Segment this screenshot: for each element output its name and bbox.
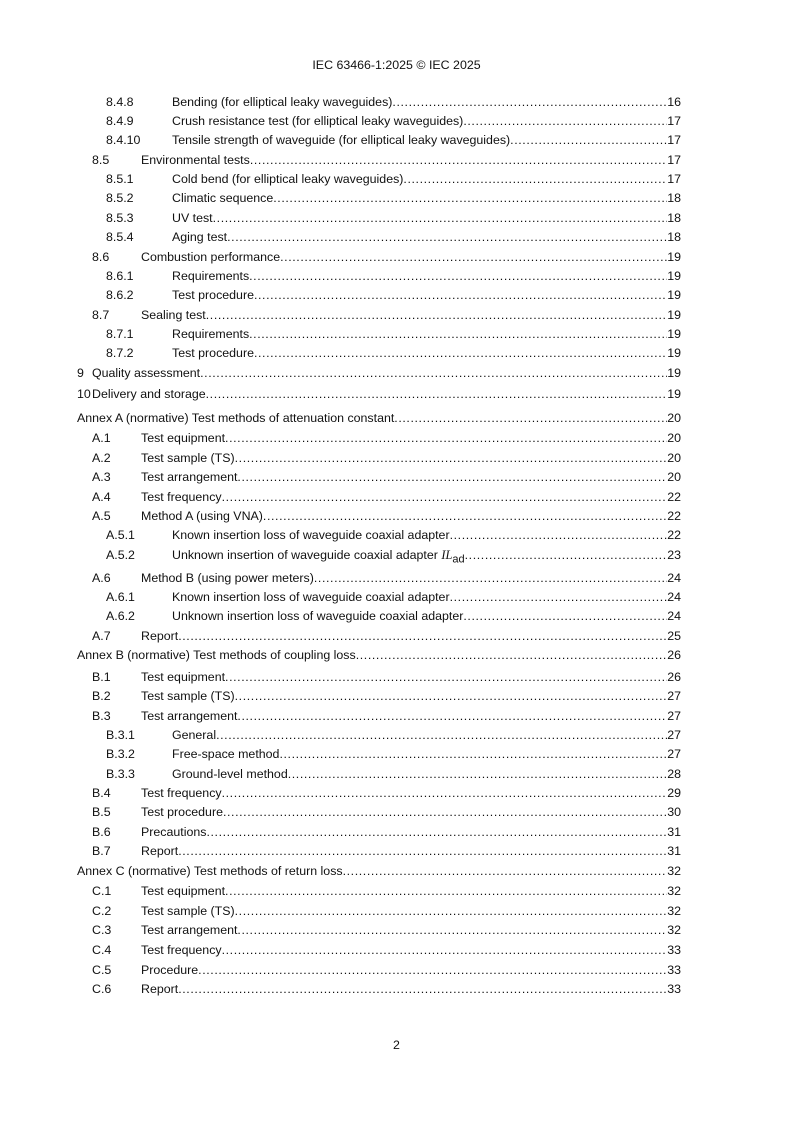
dot-leader [450,527,668,543]
toc-entry-page: 19 [667,308,681,322]
toc-entry-page: 19 [667,366,681,380]
toc-entry-title [172,326,249,342]
toc-entry-title [172,345,254,361]
toc-entry-title [141,962,198,978]
toc-entry-page: 20 [667,451,681,465]
toc-entry[interactable] [0,669,681,685]
toc-entry-title-text: Crush resistance test (for elliptical leaky waveguides) [172,114,464,128]
toc-entry-number: 8.5.2 [106,191,134,205]
toc-entry-page: 27 [667,747,681,761]
dot-leader [235,903,668,919]
toc-entry[interactable] [0,843,681,859]
toc-entry-number: 8.5.3 [106,211,134,225]
toc-entry-page: 31 [667,844,681,858]
toc-entry-page: 22 [667,528,681,542]
toc-entry-number: 8.6 [92,250,110,264]
toc-entry-title [172,527,450,543]
toc-entry-title-text: Precautions [141,825,207,839]
toc-entry-title-text: Test arrangement [141,923,238,937]
toc-entry-page: 33 [667,963,681,977]
dot-leader [314,570,667,586]
toc-entry-number: A.7 [92,629,111,643]
dot-leader [263,508,667,524]
toc-entry-title-text: Annex B (normative) Test methods of coupling loss [77,648,356,662]
toc-entry-page: 18 [667,191,681,205]
toc-entry-title-text: Climatic sequence [172,191,274,205]
toc-entry-number: 8.4.8 [106,95,134,109]
toc-entry-title [141,903,235,919]
toc-entry[interactable] [0,365,681,381]
toc-entry-page: 19 [667,327,681,341]
toc-entry-page: 22 [667,509,681,523]
toc-entry-title-text: Combustion performance [141,250,281,264]
toc-entry-page: 24 [667,590,681,604]
toc-entry-title [172,190,273,206]
toc-entry-number: 8.7.2 [106,346,134,360]
dot-leader [225,430,667,446]
toc-entry[interactable] [0,727,681,743]
dot-leader [463,113,667,129]
toc-entry-title [77,863,343,879]
toc-entry-page: 24 [667,609,681,623]
toc-entry[interactable] [0,307,681,323]
toc-entry-title-text: Test procedure [141,805,223,819]
toc-entry-number: A.1 [92,431,111,445]
toc-entry-page: 32 [667,923,681,937]
dot-leader [356,647,668,663]
toc-entry-page: 27 [667,709,681,723]
toc-entry-page: 20 [667,470,681,484]
toc-entry-number: A.6 [92,571,111,585]
dot-leader [237,922,667,938]
toc-entry[interactable] [0,962,681,978]
toc-entry-number: A.5 [92,509,111,523]
toc-entry-number: B.1 [92,670,111,684]
toc-entry-title-text: Test frequency [141,943,222,957]
toc-entry-page: 26 [667,670,681,684]
toc-entry-title [172,766,288,782]
toc-entry-page: 33 [667,982,681,996]
toc-entry[interactable] [0,190,681,206]
toc-entry-title [141,489,222,505]
dot-leader [403,171,667,187]
toc-entry-title-text: Aging test [172,230,228,244]
dot-leader [237,469,667,485]
toc-entry-title-text: UV test [172,211,213,225]
toc-entry-title [141,922,237,938]
toc-entry[interactable] [0,766,681,782]
toc-entry-title-text: Test sample (TS) [141,451,235,465]
toc-entry-page: 24 [667,571,681,585]
toc-entry[interactable] [0,647,681,663]
toc-entry-title [172,229,227,245]
toc-entry[interactable] [0,326,681,342]
toc-entry[interactable] [0,410,681,426]
toc-entry-number: B.3 [92,709,111,723]
dot-leader [273,190,667,206]
toc-entry-page: 19 [667,346,681,360]
toc-entry[interactable] [0,570,681,586]
toc-entry-title-text: Test sample (TS) [141,689,235,703]
toc-entry-title-text: Method B (using power meters) [141,571,314,585]
toc-entry[interactable] [0,287,681,303]
toc-entry-number: B.3.3 [106,767,135,781]
toc-entry-title [172,210,213,226]
toc-entry-title-text: Report [141,982,179,996]
dot-leader [206,386,668,402]
toc-entry-page: 19 [667,250,681,264]
toc-entry-page: 17 [667,114,681,128]
toc-entry-title-text: Procedure [141,963,199,977]
toc-entry[interactable] [0,942,681,958]
dot-leader [343,863,668,879]
toc-entry[interactable] [0,981,681,997]
toc-entry[interactable] [0,94,681,110]
dot-leader [254,287,667,303]
toc-entry[interactable] [0,469,681,485]
toc-entry-title-text: Test equipment [141,670,226,684]
toc-entry-title-text: Unknown insertion loss of waveguide coaxial adapter [172,609,464,623]
toc-entry-title [141,981,178,997]
toc-entry[interactable] [0,508,681,524]
toc-entry-number: B.3.2 [106,747,135,761]
toc-entry-number: 8.4.9 [106,114,134,128]
toc-entry-number: 8.6.2 [106,288,134,302]
toc-entry[interactable] [0,824,681,840]
toc-entry-title [172,132,510,148]
toc-entry-number: 9 [77,366,84,380]
toc-entry-title-text: Bending (for elliptical leaky waveguides) [172,95,393,109]
dot-leader [222,489,668,505]
toc-entry-page: 19 [667,387,681,401]
toc-entry-title-text: Known insertion loss of waveguide coaxial adapter [172,528,450,542]
toc-entry-number: A.2 [92,451,111,465]
dot-leader [222,785,668,801]
toc-entry-title-text: Report [141,629,179,643]
toc-entry-page: 19 [667,288,681,302]
toc-entry-title [92,386,206,402]
toc-entry-page: 23 [667,548,681,562]
toc-entry-title [172,608,463,624]
dot-leader [249,268,667,284]
toc-entry-title [141,570,314,586]
toc-entry-title [141,450,235,466]
toc-entry[interactable] [0,229,681,245]
dot-leader [227,229,667,245]
dot-leader [288,766,667,782]
toc-entry-title [141,430,225,446]
toc-entry-number: A.5.2 [106,548,135,562]
toc-entry-title-text: Requirements [172,269,250,283]
toc-entry-page: 29 [667,786,681,800]
toc-entry-title [172,746,279,762]
dot-leader [254,345,667,361]
toc-entry[interactable] [0,628,681,644]
toc-entry-title-text: Ground-level method [172,767,288,781]
dot-leader [465,547,668,567]
toc-entry-title [141,307,206,323]
dot-leader [225,883,667,899]
dot-leader [222,942,668,958]
toc-entry-title-text: Quality assessment [92,366,201,380]
toc-entry-title [172,547,465,567]
dot-leader [200,365,667,381]
dot-leader [510,132,667,148]
toc-entry-number: 8.5 [92,153,110,167]
dot-leader [394,410,667,426]
toc-entry-number: 8.6.1 [106,269,134,283]
toc-entry-number: B.6 [92,825,111,839]
dot-leader [250,152,667,168]
toc-entry-title [172,287,254,303]
toc-entry-title [77,410,394,426]
toc-entry-title [172,268,249,284]
toc-entry[interactable] [0,746,681,762]
toc-entry-title-text: Tensile strength of waveguide (for elliptical leaky waveguides) [172,133,511,147]
toc-entry-page: 19 [667,269,681,283]
toc-entry[interactable] [0,804,681,820]
dot-leader [235,688,668,704]
dot-leader [178,843,667,859]
toc-entry[interactable] [0,345,681,361]
toc-entry-title [77,647,356,663]
toc-entry-page: 28 [667,767,681,781]
toc-entry[interactable] [0,152,681,168]
toc-entry[interactable] [0,210,681,226]
toc-entry-number: C.6 [92,982,112,996]
toc-entry-title [172,113,463,129]
toc-entry-title-text: Test frequency [141,786,222,800]
toc-entry-page: 20 [667,431,681,445]
toc-entry-title [141,824,206,840]
toc-entry[interactable] [0,430,681,446]
toc-entry-title-text: Free-space method [172,747,280,761]
toc-entry-page: 33 [667,943,681,957]
dot-leader [216,727,667,743]
dot-leader [223,804,667,820]
dot-leader [279,746,667,762]
toc-entry[interactable] [0,386,681,402]
dot-leader [280,249,667,265]
dot-leader [213,210,668,226]
toc-entry-title-text: Report [141,844,179,858]
toc-entry[interactable] [0,708,681,724]
toc-entry[interactable] [0,547,681,566]
toc-entry-title-text: Cold bend (for elliptical leaky waveguides) [172,172,404,186]
toc-entry-title-text: Test equipment [141,431,226,445]
toc-entry-number: C.5 [92,963,112,977]
dot-leader [249,326,667,342]
toc-entry-title [141,883,225,899]
toc-entry-number: C.4 [92,943,112,957]
toc-entry-title [141,804,223,820]
toc-entry-number: A.3 [92,470,111,484]
dot-leader [178,981,667,997]
toc-entry-title [141,508,263,524]
toc-entry[interactable] [0,527,681,543]
dot-leader [178,628,667,644]
toc-entry-number: B.2 [92,689,111,703]
toc-entry-number: A.6.1 [106,590,135,604]
toc-entry-page: 17 [667,133,681,147]
toc-entry-title-text: Annex A (normative) Test methods of attenuation constant [77,411,395,425]
toc-entry-page: 30 [667,805,681,819]
toc-entry-page: 17 [667,172,681,186]
toc-entry-page: 32 [667,884,681,898]
toc-entry-number: B.4 [92,786,111,800]
dot-leader [198,962,667,978]
dot-leader [237,708,667,724]
toc-entry-title [172,589,450,605]
toc-entry-title-text: Environmental tests [141,153,250,167]
toc-entry-title-text: Method A (using VNA) [141,509,263,523]
toc-entry-title [141,843,178,859]
toc-entry[interactable] [0,589,681,605]
dot-leader [206,307,667,323]
dot-leader [206,824,667,840]
toc-entry-page: 32 [667,904,681,918]
toc-entry-number: 8.5.1 [106,172,134,186]
toc-entry[interactable] [0,249,681,265]
toc-entry-page: 16 [667,95,681,109]
toc-entry-title [172,727,216,743]
toc-entry-number: B.7 [92,844,111,858]
toc-entry-title [141,942,222,958]
toc-entry-title-text: General [172,728,217,742]
dot-leader [450,589,668,605]
toc-entry-title-text: Test arrangement [141,709,238,723]
toc-entry-title-text: Sealing test [141,308,206,322]
toc-entry-title [141,669,225,685]
toc-entry-number: C.1 [92,884,112,898]
toc-entry-title-text: Known insertion loss of waveguide coaxial adapter [172,590,450,604]
toc-entry[interactable] [0,171,681,187]
toc-entry-title-text: Test arrangement [141,470,238,484]
toc-entry[interactable] [0,450,681,466]
toc-entry[interactable] [0,785,681,801]
toc-entry-number: 8.7.1 [106,327,134,341]
toc-entry-title-text: Test equipment [141,884,226,898]
page-number: 2 [393,1038,400,1052]
toc-entry-number: B.5 [92,805,111,819]
math-subscript: ad [452,553,465,566]
toc-entry-title [141,785,222,801]
dot-leader [463,608,667,624]
toc-entry[interactable] [0,883,681,899]
toc-entry-number: A.5.1 [106,528,135,542]
toc-entry-title-text: Unknown insertion of waveguide coaxial adapter [172,548,442,562]
toc-entry[interactable] [0,489,681,505]
toc-entry-title-text: Test sample (TS) [141,904,235,918]
toc-entry-page: 25 [667,629,681,643]
toc-entry-number: C.3 [92,923,112,937]
toc-entry-page: 18 [667,230,681,244]
toc-entry-number: A.4 [92,490,111,504]
toc-entry-title-text: Test procedure [172,346,254,360]
toc-entry-title [141,628,178,644]
toc-entry[interactable] [0,922,681,938]
toc-entry-title-text: Test procedure [172,288,254,302]
toc-entry-number: A.6.2 [106,609,135,623]
toc-entry-number: 8.5.4 [106,230,134,244]
dot-leader [225,669,667,685]
toc-entry-page: 31 [667,825,681,839]
toc-entry-page: 22 [667,490,681,504]
toc-entry-title [172,171,403,187]
toc-entry[interactable] [0,132,681,148]
toc-entry-title [141,708,237,724]
toc-entry-page: 26 [667,648,681,662]
toc-entry-number: 8.4.10 [106,133,141,147]
toc-entry-title [92,365,200,381]
toc-entry[interactable] [0,113,681,129]
toc-entry-title-text: Annex C (normative) Test methods of return loss [77,864,343,878]
toc-entry-page: 17 [667,153,681,167]
toc-entry-page: 18 [667,211,681,225]
toc-entry[interactable] [0,863,681,879]
toc-entry-title [172,94,392,110]
math-symbol: IL [441,548,453,562]
toc-entry-number: 8.7 [92,308,110,322]
toc-entry-page: 27 [667,689,681,703]
toc-entry-title [141,249,280,265]
toc-entry-page: 20 [667,411,681,425]
toc-entry[interactable] [0,268,681,284]
toc-entry-title-text: Delivery and storage [92,387,206,401]
toc-entry-number: C.2 [92,904,112,918]
dot-leader [392,94,667,110]
toc-entry-title [141,688,235,704]
toc-entry-page: 32 [667,864,681,878]
toc-entry-title-text: Requirements [172,327,250,341]
toc-entry-number: 10 [77,387,91,401]
dot-leader [235,450,668,466]
toc-entry[interactable] [0,608,681,624]
toc-entry-number: B.3.1 [106,728,135,742]
toc-entry[interactable] [0,903,681,919]
toc-entry-title-text: Test frequency [141,490,222,504]
toc-entry-title [141,152,250,168]
page-header: IEC 63466-1:2025 © IEC 2025 [312,58,481,72]
toc-entry-title [141,469,237,485]
toc-entry[interactable] [0,688,681,704]
toc-entry-page: 27 [667,728,681,742]
